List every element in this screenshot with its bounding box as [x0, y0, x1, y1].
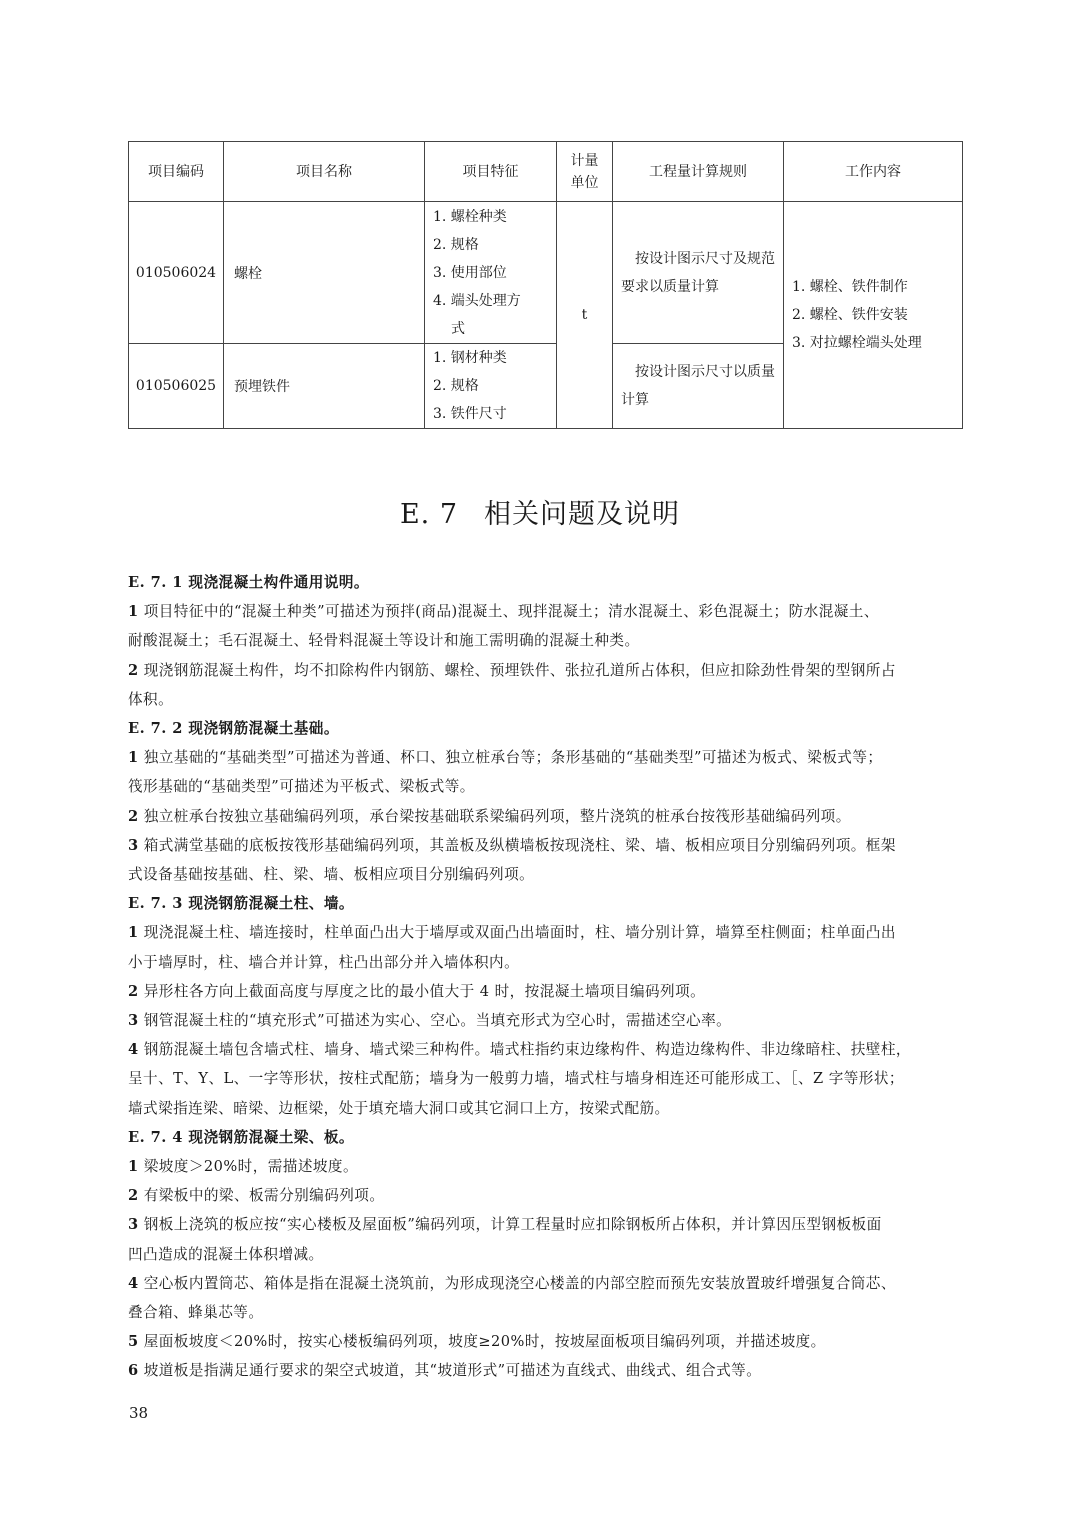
header-features: 项目特征	[425, 142, 557, 202]
section-title-text: 相关问题及说明	[484, 499, 681, 530]
row-features	[425, 344, 557, 429]
item-text: 有梁板中的梁、板需分别编码列项。	[138, 1187, 385, 1205]
item-number: 3	[128, 1012, 139, 1030]
item-number: 4	[128, 1274, 139, 1292]
work-item: 2. 螺栓、铁件安装	[792, 307, 908, 323]
feature-item: 2. 规格	[433, 236, 479, 253]
page-number: 38	[129, 1404, 149, 1422]
paragraph-continuation: 筏形基础的“基础类型”可描述为平板式、梁板式等。	[128, 778, 475, 796]
row-rule	[613, 202, 784, 344]
item-text: 独立桩承台按独立基础编码列项，承台梁按基础联系梁编码列项，整片浇筑的桩承台按筏形基础编码列项。	[138, 807, 851, 825]
paragraph-line	[128, 743, 962, 772]
item-text: 钢板上浇筑的板应按“实心楼板及屋面板”编码列项，计算工程量时应扣除钢板所占体积，并计算因压型钢板板面	[138, 1216, 882, 1234]
paragraph-continuation: 体积。	[128, 690, 174, 708]
paragraph-line	[128, 597, 962, 626]
item-text: 空心板内置筒芯、箱体是指在混凝土浇筑前，为形成现浇空心楼盖的内部空腔而预先安装放置玻纤增强复合筒芯、	[138, 1274, 896, 1292]
paragraph-line	[128, 1210, 962, 1239]
paragraph-line	[128, 1181, 962, 1210]
header-unit-line-1: 计量	[570, 152, 599, 169]
paragraph-continuation: 式设备基础按基础、柱、梁、墙、板相应项目分别编码列项。	[128, 866, 535, 884]
header-unit-line-2: 单位	[570, 174, 599, 191]
work-item: 1. 螺栓、铁件制作	[792, 279, 908, 295]
paragraph-continuation: 叠合箱、蜂巢芯等。	[128, 1304, 264, 1322]
section-number: E. 7	[399, 499, 459, 530]
item-text: 钢筋混凝土墙包含墙式柱、墙身、墙式梁三种构件。墙式柱指约束边缘构件、构造边缘构件、非边缘暗柱、扶壁柱，	[138, 1041, 911, 1059]
item-number: 5	[128, 1333, 139, 1351]
paragraph-line	[128, 1269, 962, 1298]
paragraph-line	[128, 1152, 962, 1181]
item-text: 项目特征中的“混凝土种类”可描述为预拌(商品)混凝土、现拌混凝土；清水混凝土、彩色混凝土；防水混凝土、	[138, 603, 879, 621]
paragraph-line	[128, 1356, 962, 1385]
item-number: 1	[128, 924, 139, 942]
item-number: 1	[128, 749, 139, 767]
paragraph-line	[128, 802, 962, 831]
paragraph-continuation: 耐酸混凝土；毛石混凝土、轻骨料混凝土等设计和施工需明确的混凝土种类。	[128, 632, 640, 650]
feature-item: 1. 钢材种类	[433, 350, 507, 366]
row-work-content	[784, 202, 963, 429]
paragraph-continuation: 小于墙厚时，柱、墙合并计算，柱凸出部分并入墙体积内。	[128, 953, 520, 971]
section-title	[0, 492, 1080, 531]
item-text: 坡道板是指满足通行要求的架空式坡道，其“坡道形式”可描述为直线式、曲线式、组合式等。	[138, 1362, 762, 1380]
paragraph-line	[128, 918, 962, 947]
header-work: 工作内容	[784, 142, 963, 202]
paragraph-continuation: 凹凸造成的混凝土体积增减。	[128, 1245, 324, 1263]
item-number: 1	[128, 1158, 139, 1176]
paragraph-line	[128, 656, 962, 685]
feature-item: 2. 规格	[433, 378, 479, 394]
body-text	[128, 568, 962, 1386]
row-code: 010506025	[129, 344, 224, 429]
feature-item: 3. 使用部位	[433, 264, 507, 281]
header-unit	[557, 142, 613, 202]
item-number: 2	[128, 661, 139, 679]
paragraph-continuation: 呈十、T、Y、L、一字等形状，按柱式配筋；墙身为一般剪力墙，墙式柱与墙身相连还可能形成工、［、Z 字等形状；	[128, 1070, 904, 1088]
item-number: 2	[128, 807, 139, 825]
row-unit: t	[557, 202, 613, 429]
rule-text: 按设计图示尺寸及规范要求以质量计算	[621, 250, 775, 295]
item-text: 现浇混凝土柱、墙连接时，柱单面凸出大于墙厚或双面凸出墙面时，柱、墙分别计算，墙算至柱侧面；柱单面凸出	[138, 924, 896, 942]
rule-text: 按设计图示尺寸以质量计算	[621, 364, 775, 408]
subsection-heading: E. 7. 1 现浇混凝土构件通用说明。	[128, 574, 369, 591]
header-rule: 工程量计算规则	[613, 142, 784, 202]
paragraph-continuation: 墙式梁指连梁、暗梁、边框梁，处于填充墙大洞口或其它洞口上方，按梁式配筋。	[128, 1099, 670, 1117]
paragraph-line	[128, 831, 962, 860]
paragraph-line	[128, 1327, 962, 1356]
item-text: 异形柱各方向上截面高度与厚度之比的最小值大于 4 时，按混凝土墙项目编码列项。	[138, 982, 706, 1000]
row-name: 预埋铁件	[224, 344, 425, 429]
row-rule	[613, 344, 784, 429]
item-number: 4	[128, 1041, 139, 1059]
table-row	[129, 202, 963, 344]
item-text: 现浇钢筋混凝土构件，均不扣除构件内钢筋、螺栓、预埋铁件、张拉孔道所占体积，但应扣除劲性骨架的型钢所占	[138, 661, 896, 679]
specification-table	[128, 141, 963, 429]
header-name: 项目名称	[224, 142, 425, 202]
row-code: 010506024	[129, 202, 224, 344]
item-text: 钢管混凝土柱的“填充形式”可描述为实心、空心。当填充形式为空心时，需描述空心率。	[138, 1012, 732, 1030]
header-code: 项目编码	[129, 142, 224, 202]
feature-item: 3. 铁件尺寸	[433, 406, 507, 422]
item-number: 2	[128, 1187, 139, 1205]
feature-item-continuation: 式	[451, 320, 465, 337]
item-text: 梁坡度＞20%时，需描述坡度。	[138, 1158, 359, 1176]
item-number: 6	[128, 1362, 139, 1380]
feature-item: 1. 螺栓种类	[433, 208, 507, 225]
paragraph-line	[128, 977, 962, 1006]
subsection-heading: E. 7. 4 现浇钢筋混凝土梁、板。	[128, 1128, 354, 1146]
item-number: 1	[128, 603, 139, 621]
paragraph-line	[128, 1035, 962, 1064]
item-number: 2	[128, 982, 139, 1000]
subsection-heading: E. 7. 2 现浇钢筋混凝土基础。	[128, 720, 339, 738]
work-item: 3. 对拉螺栓端头处理	[792, 335, 922, 351]
item-text: 独立基础的“基础类型”可描述为普通、杯口、独立桩承台等；条形基础的“基础类型”可描述为板式、梁板式等；	[138, 749, 883, 767]
row-features	[425, 202, 557, 344]
row-name: 螺栓	[224, 202, 425, 344]
feature-item: 4. 端头处理方	[433, 292, 521, 309]
item-number: 3	[128, 1216, 139, 1234]
table-header-row	[129, 142, 963, 202]
paragraph-line	[128, 1006, 962, 1035]
item-text: 箱式满堂基础的底板按筏形基础编码列项，其盖板及纵横墙板按现浇柱、梁、墙、板相应项目分别编码列项。框架	[138, 836, 896, 854]
item-text: 屋面板坡度＜20%时，按实心楼板编码列项，坡度≥20%时，按坡屋面板项目编码列项，并描述坡度。	[138, 1333, 826, 1351]
item-number: 3	[128, 836, 139, 854]
subsection-heading: E. 7. 3 现浇钢筋混凝土柱、墙。	[128, 895, 354, 913]
